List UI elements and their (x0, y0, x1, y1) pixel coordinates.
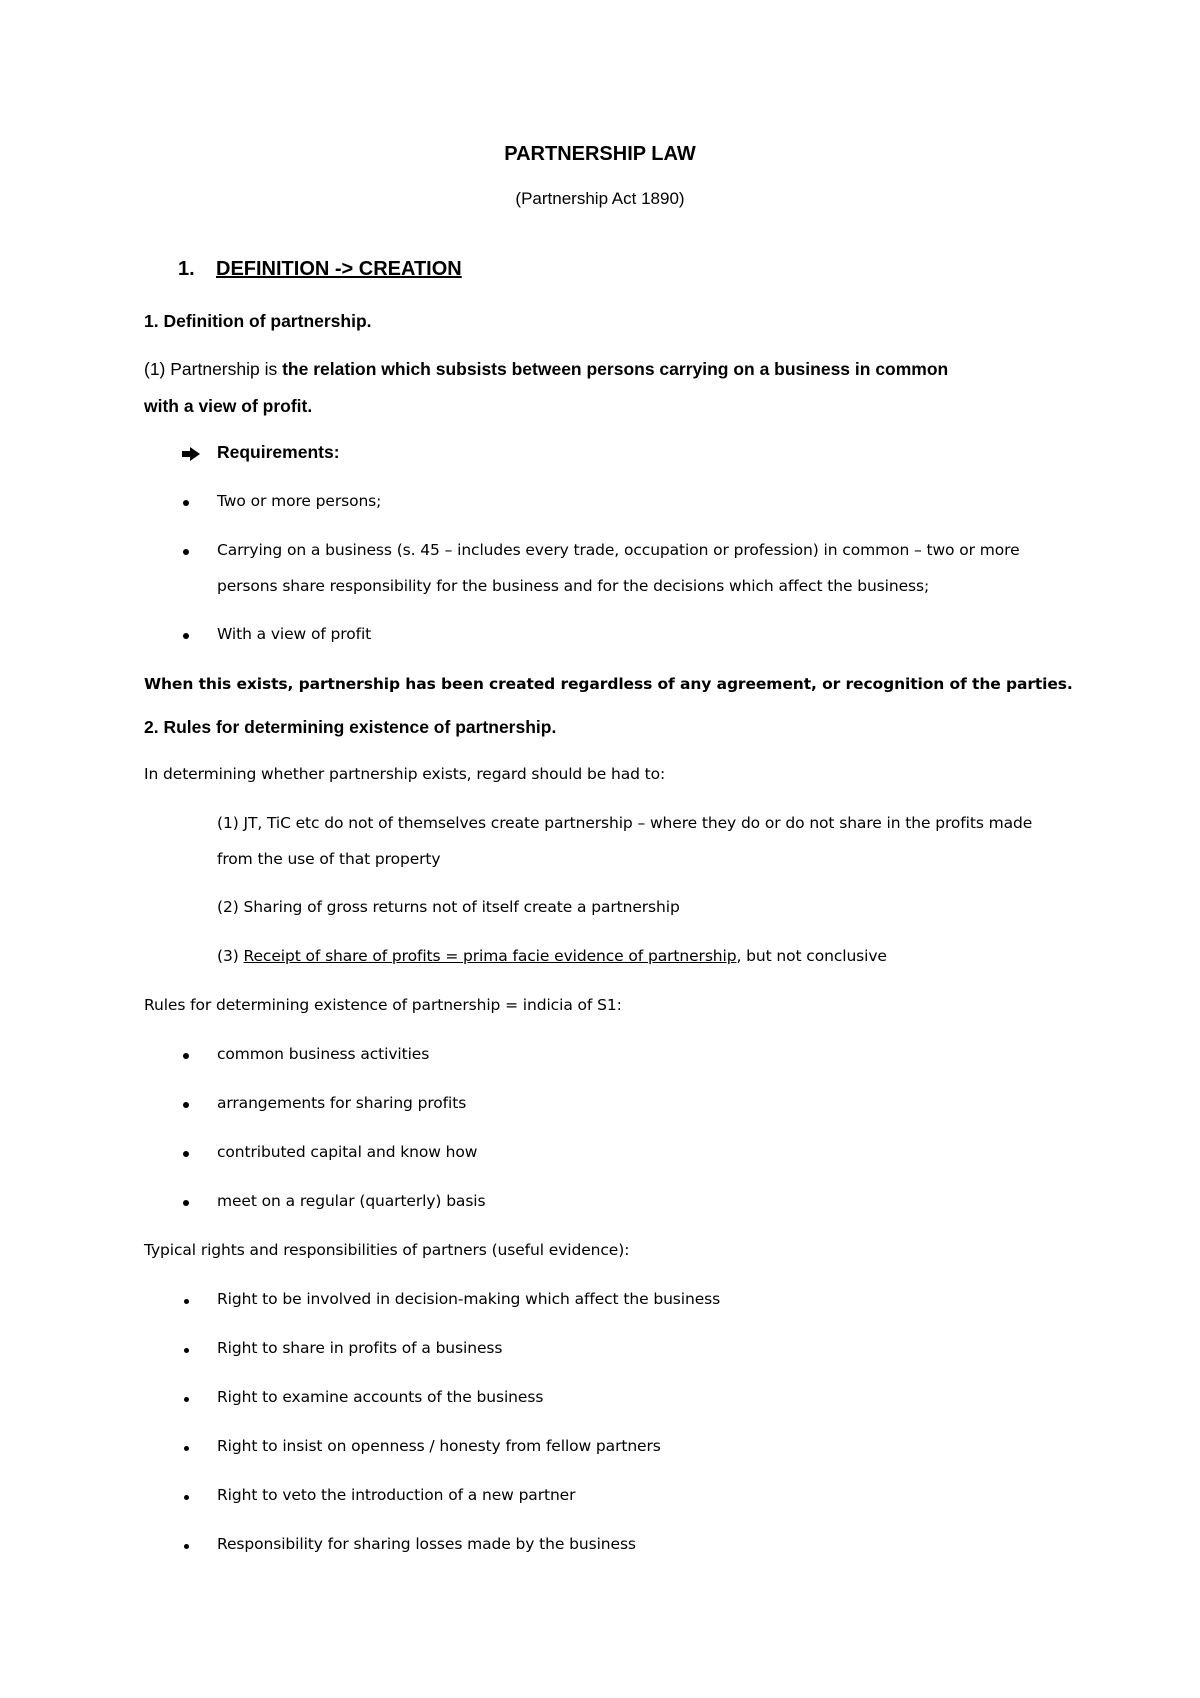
bullet-icon (183, 633, 189, 639)
section-title: DEFINITION -> CREATION (216, 258, 462, 280)
bullet-icon (183, 500, 189, 506)
definition-bold-text: the relation which subsists between persons carrying on a business in common (282, 359, 949, 379)
indicia-item: meet on a regular (quarterly) basis (217, 1192, 486, 1210)
indicia-item: contributed capital and know how (217, 1143, 478, 1161)
bullet-icon (184, 1446, 189, 1451)
rights-intro: Typical rights and responsibilities of partners (useful evidence): (144, 1241, 630, 1259)
requirements-label: Requirements: (217, 442, 340, 462)
bullet-icon (183, 1151, 189, 1157)
rule-3 (217, 948, 887, 966)
document-title: PARTNERSHIP LAW (504, 143, 696, 165)
rule-3-underlined: Receipt of share of profits = prima facie evidence of partnership (243, 947, 737, 965)
rights-item: Right to be involved in decision-making which affect the business (217, 1290, 721, 1308)
definition-prefix: (1) Partnership is (144, 359, 283, 379)
rule-2: (2) Sharing of gross returns not of itself create a partnership (217, 898, 680, 916)
rule-3-prefix: (3) (217, 947, 244, 965)
section-heading (178, 258, 462, 281)
bullet-icon (183, 549, 189, 555)
rule-1-line-2: from the use of that property (217, 850, 441, 868)
rights-item: Responsibility for sharing losses made by the business (217, 1535, 636, 1553)
rights-item: Right to veto the introduction of a new partner (217, 1486, 576, 1504)
rights-item: Right to share in profits of a business (217, 1339, 503, 1357)
bullet-icon (183, 1200, 189, 1206)
indicia-intro: Rules for determining existence of partnership = indicia of S1: (144, 996, 622, 1014)
bullet-icon (184, 1397, 189, 1402)
arrow-right-icon (181, 446, 201, 462)
bullet-icon (183, 1102, 189, 1108)
conclusion-statement: When this exists, partnership has been created regardless of any agreement, or recognition of the parties. (144, 675, 1073, 693)
indicia-item: common business activities (217, 1045, 430, 1063)
requirement-item-continuation: persons share responsibility for the business and for the decisions which affect the business; (217, 577, 930, 595)
rule-1-line-1: (1) JT, TiC etc do not of themselves create partnership – where they do or do not share in the profits made (217, 814, 1033, 832)
bullet-icon (184, 1544, 189, 1549)
rights-item: Right to examine accounts of the business (217, 1388, 544, 1406)
bullet-icon (184, 1299, 189, 1304)
subsection-heading-definition: 1. Definition of partnership. (144, 311, 372, 331)
definition-bold-text-end: with a view of profit. (144, 396, 313, 416)
requirement-item: With a view of profit (217, 625, 372, 643)
requirement-item: Two or more persons; (217, 492, 382, 510)
definition-paragraph-line-1 (144, 359, 948, 379)
rules-intro: In determining whether partnership exists, regard should be had to: (144, 765, 666, 783)
section-number: 1. (178, 258, 195, 280)
subsection-heading-rules: 2. Rules for determining existence of partnership. (144, 717, 557, 737)
definition-paragraph-line-2 (144, 396, 312, 416)
document-subtitle: (Partnership Act 1890) (515, 189, 685, 208)
rights-item: Right to insist on openness / honesty from fellow partners (217, 1437, 661, 1455)
bullet-icon (183, 1053, 189, 1059)
requirement-item: Carrying on a business (s. 45 – includes every trade, occupation or profession) in common – two or more (217, 541, 1020, 559)
indicia-item: arrangements for sharing profits (217, 1094, 467, 1112)
rule-3-suffix: , but not conclusive (736, 947, 887, 965)
bullet-icon (184, 1348, 189, 1353)
bullet-icon (184, 1495, 189, 1500)
